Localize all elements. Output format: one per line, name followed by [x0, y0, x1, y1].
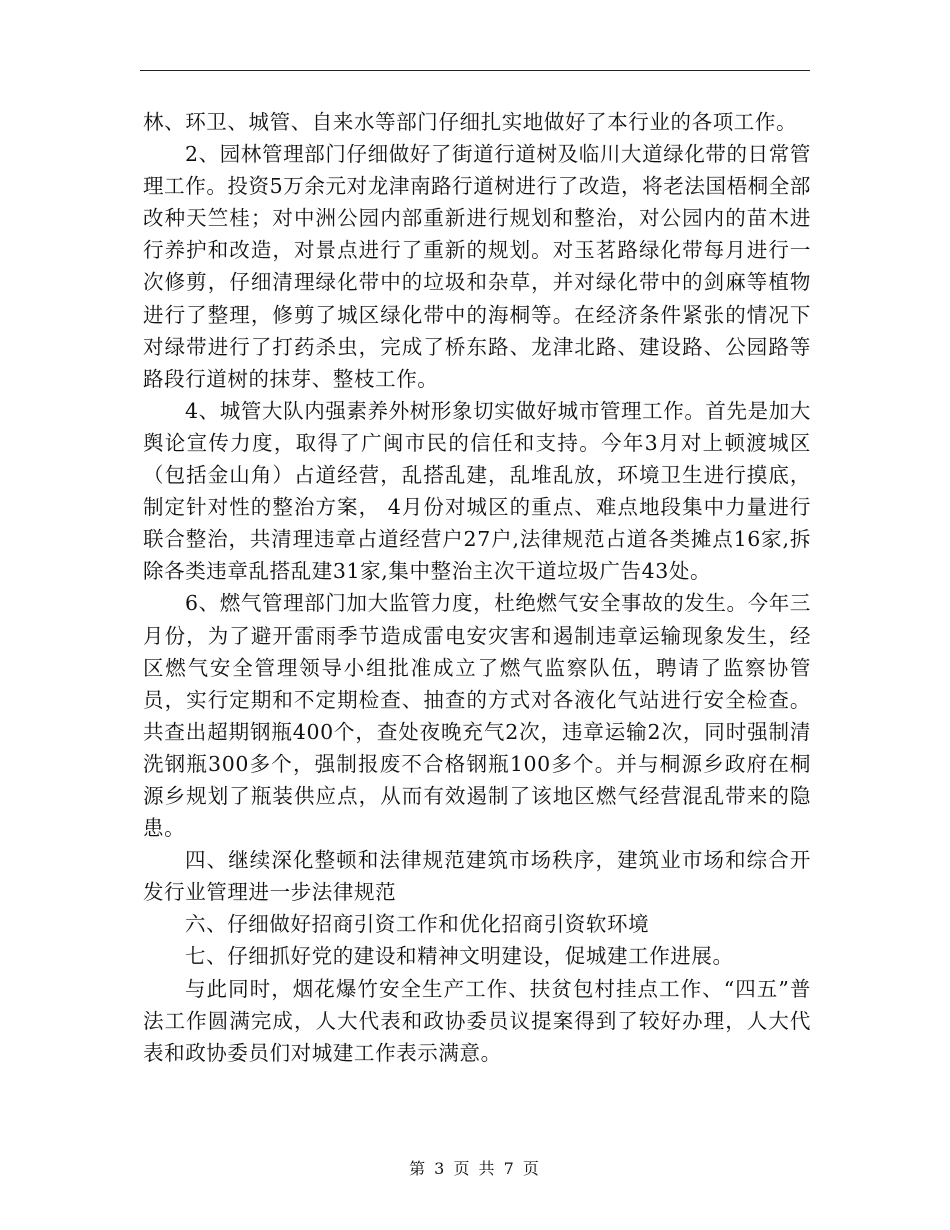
paragraph-gas-management: 6、燃气管理部门加大监管力度，杜绝燃气安全事故的发生。今年三月份，为了避开雷雨季节造成雷电安灾害和遏制违章运输现象发生，经区燃气安全管理领导小组批准成立了燃气监察队伍，聘请了监察协管员，实行定期和不定期检查、抽查的方式对各液化气站进行安全检查。共查出超期钢瓶400个，查处夜晚充气2次，违章运输2次，同时强制清洗钢瓶300多个，强制报废不合格钢瓶100多个。并与桐源乡政府在桐源乡规划了瓶装供应点，从而有效遏制了该地区燃气经营混乱带来的隐患。 [143, 591, 811, 841]
paragraph-urban-management: 4、城管大队内强素养外树形象切实做好城市管理工作。首先是加大舆论宣传力度，取得了广闽市民的信任和支持。今年3月对上顿渡城区（包括金山角）占道经营，乱搭乱建，乱堆乱放，环境卫生进行摸底，制定针对性的整治方案， 4月份对城区的重点、难点地段集中力量进行联合整治，共清理违章占道经营户27户,法律规范占道各类摊点16家,拆除各类违章乱搭乱建31家,集中整治主次干道垃圾广告43处。 [143, 398, 811, 584]
paragraph-continuation: 林、环卫、城管、自来水等部门仔细扎实地做好了本行业的各项工作。 [143, 110, 798, 134]
paragraph-investment: 六、仔细做好招商引资工作和优化招商引资软环境 [185, 912, 650, 937]
document-body [143, 106, 811, 1069]
header-rule [140, 70, 810, 71]
paragraph-summary: 与此同时，烟花爆竹安全生产工作、扶贫包村挂点工作、“四五”普法工作圆满完成，人大代表和政协委员议提案得到了较好办理，人大代表和政协委员们对城建工作表示满意。 [143, 976, 811, 1065]
paragraph-party-building: 七、仔细抓好党的建设和精神文明建设，促城建工作进展。 [185, 944, 734, 969]
paragraph-landscaping: 2、园林管理部门仔细做好了街道行道树及临川大道绿化带的日常管理工作。投资5万余元对龙津南路行道树进行了改造，将老法国梧桐全部改种天竺桂；对中洲公园内部重新进行规划和整治，对公园内的苗木进行养护和改造，对景点进行了重新的规划。对玉茗路绿化带每月进行一次修剪，仔细清理绿化带中的垃圾和杂草，并对绿化带中的剑麻等植物进行了整理，修剪了城区绿化带中的海桐等。在经济条件紧张的情况下对绿带进行了打药杀虫，完成了桥东路、龙津北路、建设路、公园路等路段行道树的抹芽、整枝工作。 [143, 142, 811, 391]
paragraph-construction-market: 四、继续深化整顿和法律规范建筑市场秩序，建筑业市场和综合开发行业管理进一步法律规范 [143, 848, 811, 905]
page-number: 第 3 页 共 7 页 [409, 1159, 541, 1178]
